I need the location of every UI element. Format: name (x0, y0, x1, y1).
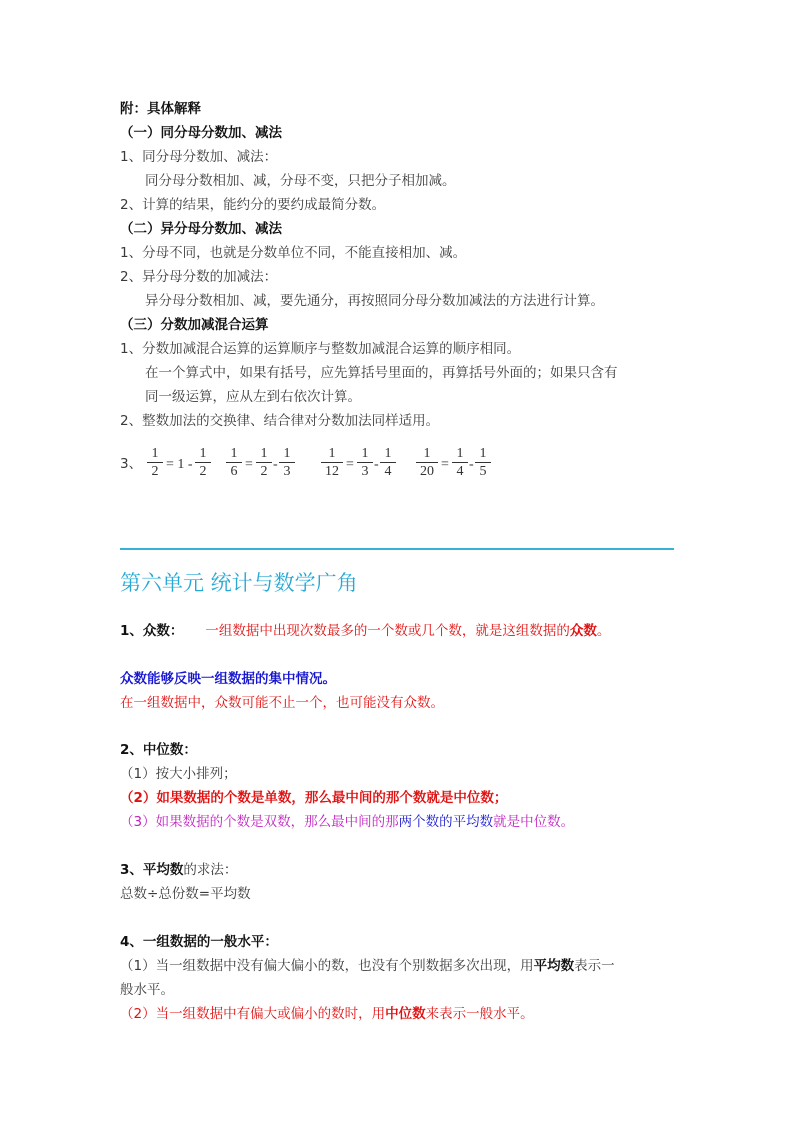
fraction-1-5: 1 5 (475, 446, 491, 479)
median-item-1: （1）按大小排列； (120, 766, 237, 782)
mode-note-2: 在一组数据中，众数可能不止一个，也可能没有众数。 (120, 695, 444, 711)
fraction-1-20: 1 20 (416, 446, 438, 479)
median-item-2: （2）如果数据的个数是单数，那么最中间的那个数就是中位数； (120, 790, 508, 806)
general-level-label: 4、一组数据的一般水平： (120, 934, 278, 950)
mode-term: 众数 (569, 623, 597, 639)
median-item-3-c: 就是中位数。 (493, 814, 575, 830)
section-divider (120, 548, 674, 550)
op-minus-1: - (273, 457, 278, 472)
s3-line-2: 在一个算式中，如果有括号，应先算括号里面的，再算括号外面的；如果只含有 (145, 365, 618, 381)
mode-label: 1、众数： (120, 623, 184, 639)
general-item-1-b: 表示一 (574, 958, 615, 974)
median-label: 2、中位数： (120, 742, 197, 758)
general-item-1-term: 平均数 (533, 958, 575, 974)
s1-line-3: 2、计算的结果，能约分的要约成最简分数。 (120, 197, 386, 213)
general-item-1 (120, 960, 615, 974)
general-item-2 (120, 1008, 534, 1022)
mode-row (120, 625, 610, 639)
general-item-2-a: （2）当一组数据中有偏大或偏小的数时，用 (120, 1006, 386, 1022)
op-equals-2: = (245, 457, 253, 472)
appendix-title: 附：具体解释 (120, 101, 201, 117)
op-equals-3: = (346, 457, 354, 472)
fraction-1-2: 1 2 (147, 446, 163, 479)
s3-line-4: 2、整数加法的交换律、结合律对分数加法同样适用。 (120, 413, 440, 429)
op-equals-4: = (441, 457, 449, 472)
mean-label (120, 864, 237, 878)
fraction-1-4b: 1 4 (452, 446, 468, 479)
general-item-1-cont: 般水平。 (120, 982, 174, 998)
mode-definition: 一组数据中出现次数最多的一个数或几个数，就是这组数据的 (205, 623, 570, 639)
median-item-3-b: 两个数的平均数 (398, 814, 494, 830)
mean-formula: 总数÷总份数=平均数 (120, 886, 251, 902)
op-minus-2: - (374, 457, 379, 472)
mode-note-1: 众数能够反映一组数据的集中情况。 (120, 671, 336, 687)
section-1-heading: （一）同分母分数加、减法 (120, 125, 282, 141)
section-3-heading: （三）分数加减混合运算 (120, 317, 269, 333)
s3-line-3: 同一级运算，应从左到右依次计算。 (145, 389, 361, 405)
unit-6-title: 第六单元 统计与数学广角 (120, 571, 358, 595)
s3-line-5-prefix: 3、 (120, 456, 143, 472)
op-equals-one-minus: = 1 - (166, 457, 193, 472)
general-item-2-term: 中位数 (385, 1006, 426, 1022)
s2-line-1: 1、分母不同，也就是分数单位不同，不能直接相加、减。 (120, 245, 467, 261)
fraction-1-3: 1 3 (279, 446, 295, 479)
mean-label-term: 平均数 (142, 862, 184, 878)
mode-definition-end: 。 (596, 623, 611, 639)
fraction-1-2b: 1 2 (195, 446, 211, 479)
mean-label-suffix: 的求法： (183, 862, 238, 878)
s2-line-2: 2、异分母分数的加减法： (120, 269, 278, 285)
fraction-1-4: 1 4 (380, 446, 396, 479)
section-2-heading: （二）异分母分数加、减法 (120, 221, 282, 237)
s3-line-1: 1、分数加减混合运算的运算顺序与整数加减混合运算的顺序相同。 (120, 341, 521, 357)
s2-line-3: 异分母分数相加、减，要先通分，再按照同分母分数加减法的方法进行计算。 (145, 293, 604, 309)
s1-line-2: 同分母分数相加、减，分母不变，只把分子相加减。 (145, 173, 456, 189)
fraction-1-12: 1 12 (321, 446, 343, 479)
median-item-3-a: （3）如果数据的个数是双数，那么最中间的那 (120, 814, 399, 830)
fraction-1-2c: 1 2 (256, 446, 272, 479)
s1-line-1: 1、同分母分数加、减法： (120, 149, 278, 165)
fraction-1-3b: 1 3 (357, 446, 373, 479)
general-item-1-a: （1）当一组数据中没有偏大偏小的数，也没有个别数据多次出现，用 (120, 958, 534, 974)
mean-label-prefix: 3、 (120, 862, 143, 878)
median-item-3 (120, 816, 574, 830)
op-minus-3: - (469, 457, 474, 472)
fraction-1-6: 1 6 (226, 446, 242, 479)
general-item-2-b: 来表示一般水平。 (425, 1006, 534, 1022)
